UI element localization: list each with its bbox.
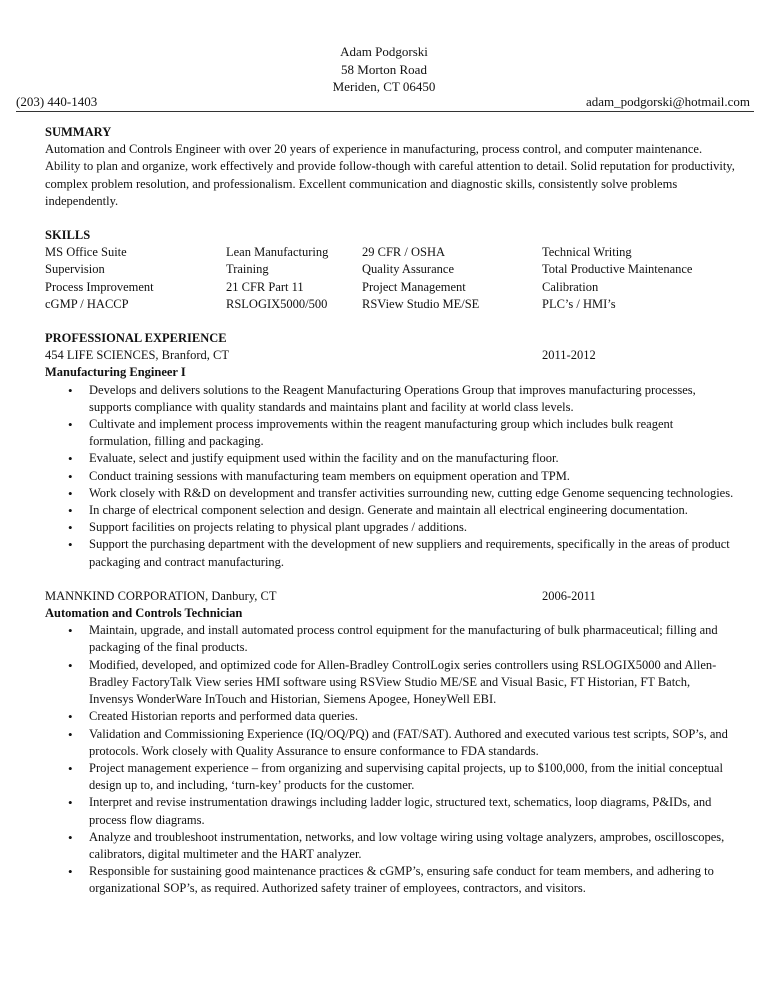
bullet-item: • Work closely with R&D on development and transfer activities surrounding new, cutting edge Genome sequencing technologies. [45,485,735,502]
resume-header [0,43,768,96]
skill-item: 21 CFR Part 11 [226,279,304,294]
skills-row [45,261,735,278]
skill-item: Supervision [45,262,105,277]
resume-body [45,124,735,898]
company-name: MANNKIND CORPORATION, Danbury, CT [45,588,277,603]
bullet-item: • Maintain, upgrade, and install automated process control equipment for the manufacturing of bulk pharmaceutical; filling and packaging of the final products. [45,622,735,656]
bullet-item: • Created Historian reports and performed data queries. [45,708,735,725]
phone-number: (203) 440-1403 [16,94,98,109]
job-entry [45,347,735,571]
job-title: Automation and Controls Technician [45,606,243,621]
summary-heading: SUMMARY [45,125,112,139]
header-divider [16,111,754,112]
job-dates: 2011-2012 [542,348,596,363]
skill-item: Training [226,262,269,277]
skill-item: Project Management [362,279,466,294]
skills-row [45,279,735,296]
skill-item: Total Productive Maintenance [542,262,693,277]
bullet-item: • Project management experience – from organizing and supervising capital projects, up to $100,000, from the initial conceptual design up to, and including, ‘turn-key’ products for the customer. [45,760,735,794]
job-header [45,347,735,364]
bullet-item: • In charge of electrical component selection and design. Generate and maintain all electrical engineering documentation. [45,502,735,519]
experience-heading: PROFESSIONAL EXPERIENCE [45,331,227,346]
bullet-item: • Validation and Commissioning Experience (IQ/OQ/PQ) and (FAT/SAT). Authored and executed various test scripts, SOP’s, and protocols. Work closely with Quality Assurance to ensure conformance to FDA standards. [45,726,735,760]
contact-row [16,93,750,110]
skills-row [45,296,735,313]
bullet-item: • Evaluate, select and justify equipment used within the facility and on the manufacturing floor. [45,450,735,467]
skill-item: MS Office Suite [45,245,127,260]
skills-heading: SKILLS [45,228,91,243]
bullet-item: • Support facilities on projects relating to physical plant upgrades / additions. [45,519,735,536]
skill-item: 29 CFR / OSHA [362,245,446,260]
skill-item: Process Improvement [45,279,154,294]
job-bullets [45,622,735,897]
skill-item: Technical Writing [542,245,632,260]
skill-item: Calibration [542,279,599,294]
bullet-item: • Interpret and revise instrumentation drawings including ladder logic, structured text, schematics, loop diagrams, P&IDs, and process flow diagrams. [45,794,735,828]
bullet-item: • Develops and delivers solutions to the Reagent Manufacturing Operations Group that improves manufacturing processes, supports compliance with quality standards and maintains plant and facility at world class levels. [45,382,735,416]
bullet-item: • Cultivate and implement process improvements within the reagent manufacturing group which includes bulk reagent formulation, filling and packaging. [45,416,735,450]
skill-item: cGMP / HACCP [45,296,129,311]
job-dates: 2006-2011 [542,588,596,603]
skill-item: PLC’s / HMI’s [542,296,616,311]
bullet-item: • Conduct training sessions with manufacturing team members on equipment operation and TPM. [45,468,735,485]
skill-item: RSLOGIX5000/500 [226,296,328,311]
skill-item: RSView Studio ME/SE [362,296,480,311]
job-title: Manufacturing Engineer I [45,365,186,380]
job-header [45,588,735,605]
job-bullets [45,382,735,571]
bullet-item: • Responsible for sustaining good maintenance practices & cGMP’s, ensuring safe conduct for team members, and adhering to organizational SOP’s, as required. Authorized safety trainer of employees, contractors, and visitors. [45,863,735,897]
summary-section [45,124,735,210]
skill-item: Lean Manufacturing [226,245,329,260]
skills-row [45,244,735,261]
email-address[interactable]: adam_podgorski@hotmail.com [586,94,750,109]
job-entry [45,588,735,898]
candidate-name: Adam Podgorski [340,44,428,59]
experience-section [45,330,735,898]
bullet-item: • Modified, developed, and optimized code for Allen-Bradley ControlLogix series controllers using RSLOGIX5000 and Allen-Bradley FactoryTalk View series HMI software using RSView Studio ME/SE and Visual Basic, FT Historian, FT Batch, Invensys WonderWare InTouch and Historian, Siemens Apogee, HoneyWell EBI. [45,657,735,709]
street-address: 58 Morton Road [341,61,427,77]
skills-section [45,227,735,313]
summary-text: Automation and Controls Engineer with over 20 years of experience in manufacturing, process control, and computer maintenance. Ability to plan and organize, work effectively and provide follow-though with careful attention to detail. Solid reputation for productivity, complex problem resolution, and professionalism. Excellent communication and diagnostic skills, consistently solve problems independently. [45,142,735,208]
city-state-zip: Meriden, CT 06450 [332,79,436,94]
bullet-item: • Analyze and troubleshoot instrumentation, networks, and low voltage wiring using voltage analyzers, amprobes, oscilloscopes, calibrators, digital multimeter and the HART analyzer. [45,829,735,863]
company-name: 454 LIFE SCIENCES, Branford, CT [45,348,230,363]
bullet-item: • Support the purchasing department with the development of new suppliers and requirements, specifically in the areas of product packaging and contract manufacturing. [45,536,735,570]
skill-item: Quality Assurance [362,262,454,277]
